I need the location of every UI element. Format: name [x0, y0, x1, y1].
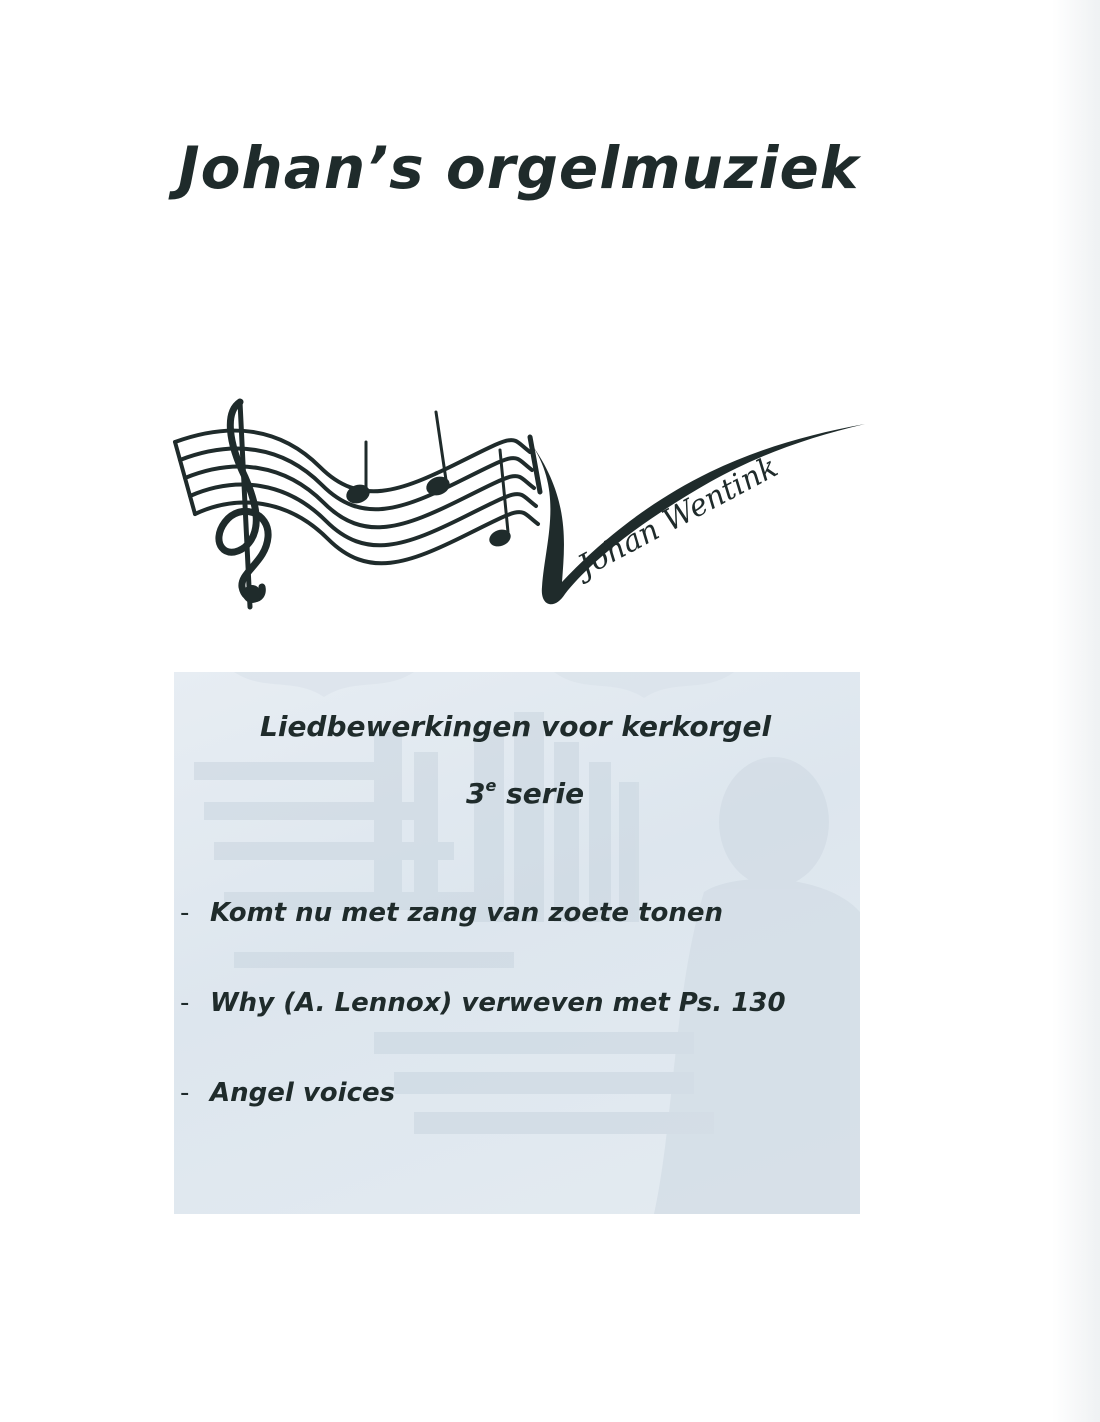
- music-staff-treble-clef-icon: [170, 382, 870, 622]
- document-subtitle: Liedbewerkingen voor kerkorgel: [260, 710, 772, 743]
- list-item: [180, 1078, 786, 1168]
- signature-text: Johan Wentink: [572, 449, 784, 585]
- piece-title: Why (A. Lennox) verweven met Ps. 130: [210, 988, 786, 1018]
- document-title: Johan’s orgelmuziek: [178, 134, 860, 202]
- series-word: serie: [506, 777, 585, 810]
- piece-title: Komt nu met zang van zoete tonen: [210, 898, 724, 928]
- piece-title: Angel voices: [210, 1078, 396, 1108]
- list-item: [180, 988, 786, 1078]
- page-edge-shadow: [1052, 0, 1100, 1422]
- piece-list: [180, 898, 786, 1168]
- list-bullet: -: [180, 1078, 190, 1108]
- music-staff-logo: [170, 382, 870, 622]
- list-bullet: -: [180, 898, 190, 928]
- list-bullet: -: [180, 988, 190, 1018]
- list-item: [180, 898, 786, 988]
- series-number: 3: [466, 777, 486, 810]
- series-superscript: e: [485, 776, 497, 795]
- series-label: [466, 776, 584, 810]
